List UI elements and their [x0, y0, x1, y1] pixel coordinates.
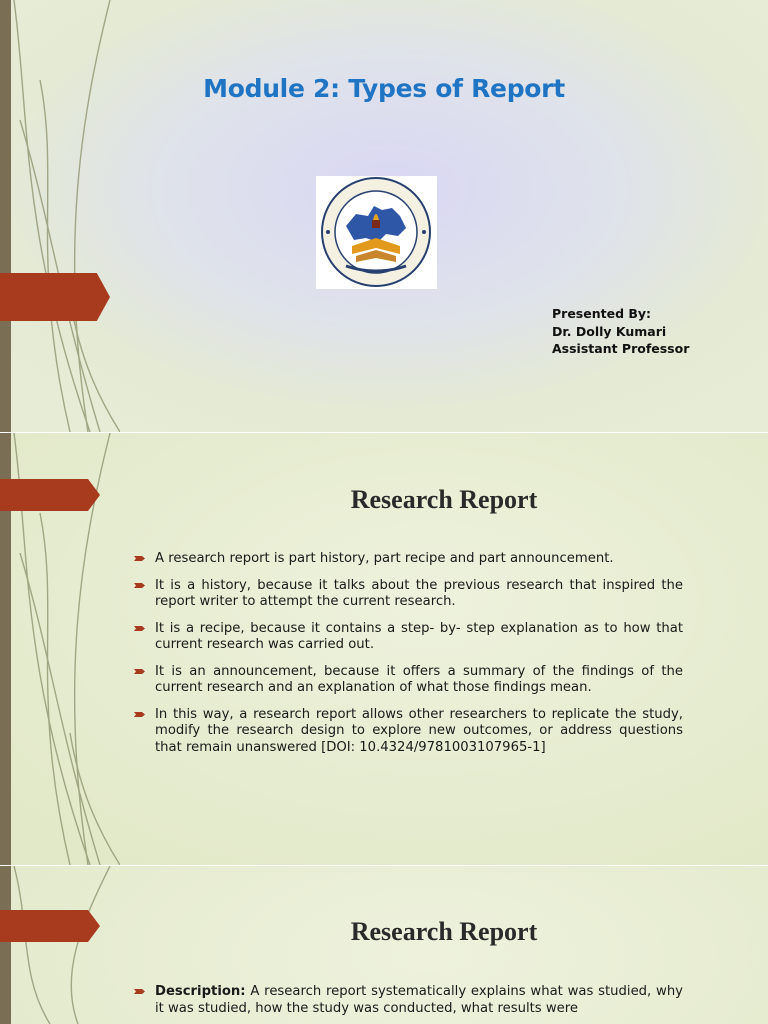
- arrow-bullet-icon: [134, 625, 145, 632]
- arrow-bullet-icon: [134, 668, 145, 675]
- bullet-text: It is an announcement, because it offers a summary of the findings of the current research and an explanation of what those findings mean.: [155, 663, 683, 695]
- list-item: [134, 551, 683, 568]
- bullet-text: It is a history, because it talks about the previous research that inspired the report writer to attempt the current research.: [155, 577, 683, 609]
- presenter-label: Presented By:: [552, 306, 652, 321]
- bullet-label: Description:: [155, 984, 246, 999]
- bullet-text: In this way, a research report allows other researchers to replicate the study, modify the research design to explore new outcomes, or address questions that remain unanswered [DOI: 10.4324/9781003107965-1]: [155, 706, 683, 755]
- arrow-bullet-icon: [134, 555, 145, 562]
- arrow-bullet-icon: [134, 711, 145, 718]
- list-item: [134, 707, 683, 757]
- decorative-vine-graphic: [0, 0, 120, 432]
- arrow-bullet-icon: [134, 582, 145, 589]
- bullet-text: A research report is part history, part recipe and part announcement.: [155, 551, 614, 566]
- arrow-bullet-icon: [134, 988, 145, 995]
- bullet-list: [134, 551, 683, 766]
- slide-heading: Research Report: [350, 485, 538, 514]
- list-item: [134, 578, 683, 611]
- slide-divider: [0, 865, 768, 866]
- slide-title-heading: Module 2: Types of Report: [203, 74, 565, 103]
- presenter-name: Dr. Dolly Kumari: [552, 323, 667, 339]
- slide-arrow-tab: [0, 273, 110, 321]
- university-logo: [316, 176, 437, 289]
- list-item: [134, 984, 683, 1017]
- slide-research-report: [0, 433, 768, 865]
- presenter-designation: Assistant Professor: [552, 341, 690, 356]
- slide-left-strip: [0, 0, 11, 432]
- slide-research-report-description: [0, 866, 768, 1024]
- slide-divider: [0, 432, 768, 433]
- bullet-text: A research report systematically explains what was studied, why it was studied, how the study was conducted, what results were: [155, 984, 683, 1016]
- presenter-info: [552, 305, 689, 358]
- list-item: [134, 664, 683, 697]
- list-item: [134, 621, 683, 654]
- slide-heading: Research Report: [350, 917, 538, 946]
- university-seal-icon: [316, 176, 437, 289]
- bullet-list: [134, 984, 683, 1024]
- bullet-text: It is a recipe, because it contains a step- by- step explanation as to how that current research was carried out.: [155, 620, 683, 652]
- slide-title: [0, 0, 768, 432]
